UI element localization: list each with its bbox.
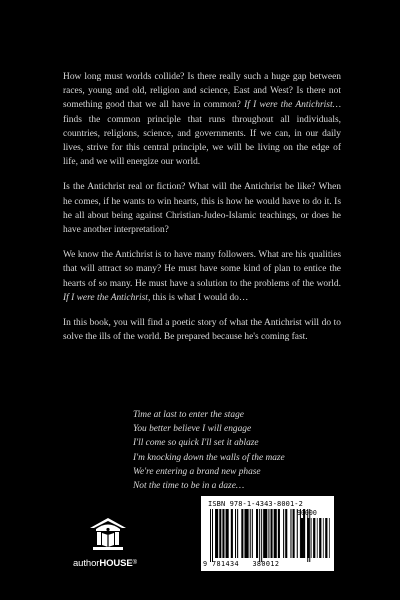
barcode-bar — [256, 509, 258, 558]
barcode-bar — [252, 509, 253, 558]
isbn-label: ISBN 978-1-4343-8001-2 — [208, 500, 303, 508]
barcode-bar — [231, 509, 233, 558]
barcode-bar — [244, 509, 248, 558]
barcode-bar — [250, 509, 251, 558]
barcode-addon-bar — [301, 518, 303, 558]
isbn-barcode — [201, 496, 334, 571]
barcode-addon-bar — [317, 518, 318, 558]
blurb-paragraph-4: In this book, you will find a poetic story of what the Antichrist will do to solve the ills of the world. Be prepared because he's coming fast. — [63, 318, 341, 343]
blurb-paragraph-3: We know the Antichrist is to have many followers. What are his qualities that will attract so many? He must have some kind of plan to entice the hearts of so many. He must have a solution to the problems of the world. If I were the Antichrist, this is what I would do… — [63, 250, 341, 303]
barcode-bar — [215, 509, 218, 558]
barcode-addon-bar — [307, 518, 309, 558]
barcode-bar — [219, 509, 221, 558]
poem-line: I'm knocking down the walls of the maze — [133, 452, 285, 463]
barcode-addon-bar — [319, 518, 321, 558]
barcode-bar — [290, 509, 291, 558]
barcode-bar — [226, 509, 229, 558]
barcode-addon-bar — [329, 518, 330, 558]
blurb-paragraph-2: Is the Antichrist real or fiction? What will the Antichrist be like? When he comes, if he wants to win hearts, this is how he would have to do it. Is he all about being against Christian-Judeo-Islamic teachings, or does he have another interpretation? — [63, 182, 341, 236]
publisher-name: authorHOUSE® — [73, 558, 138, 569]
poem-excerpt — [133, 408, 285, 493]
poem-line: Time at last to enter the stage — [133, 410, 244, 420]
barcode-guard — [261, 509, 262, 562]
poem-line: Not the time to be in a daze… — [133, 481, 245, 492]
publisher-logo — [73, 517, 143, 577]
barcode-guard — [210, 509, 211, 562]
blurb-text — [63, 70, 341, 355]
barcode-bar — [263, 509, 267, 558]
barcode-guard — [212, 509, 213, 562]
barcode-bar — [283, 509, 284, 558]
poem-line: I'll come so quick I'll set it ablaze — [133, 438, 259, 449]
ean-digits: 9 781434 380012 — [203, 560, 280, 568]
price-addon-digits: 90000 — [297, 509, 317, 517]
poem-line: You better believe I will engage — [133, 424, 252, 435]
barcode-bar — [237, 509, 238, 558]
barcode-bar — [271, 509, 273, 558]
barcode-addon-bar — [311, 518, 312, 558]
barcode-bar — [235, 509, 236, 558]
barcode-bar — [278, 509, 280, 558]
barcode-bar — [268, 509, 269, 558]
blurb-paragraph-1: How long must worlds collide? Is there really such a huge gap between races, young and old, religion and science, East and West? Is there not something good that we all have in common? If I were the Antichrist… finds the common principle that runs throughout all individuals, countries, religions, science, and governments. If we can, in our daily lives, strive for this central principle, we will be living on the edge of life, and we will energize our world. — [63, 72, 341, 168]
barcode-addon-bar — [304, 518, 305, 558]
poem-line: We're entering a brand new phase — [133, 466, 261, 477]
barcode-guard — [259, 509, 260, 562]
authorhouse-house-book-icon — [89, 517, 127, 551]
barcode-bar — [285, 509, 287, 558]
barcode-bar — [241, 509, 243, 558]
barcode-bar — [274, 509, 277, 558]
barcode-addon-bar — [323, 518, 324, 558]
barcode-bar — [222, 509, 224, 558]
barcode-bar — [293, 509, 295, 558]
barcode-addon-bar — [313, 518, 315, 558]
barcode-addon-bar — [325, 518, 327, 558]
